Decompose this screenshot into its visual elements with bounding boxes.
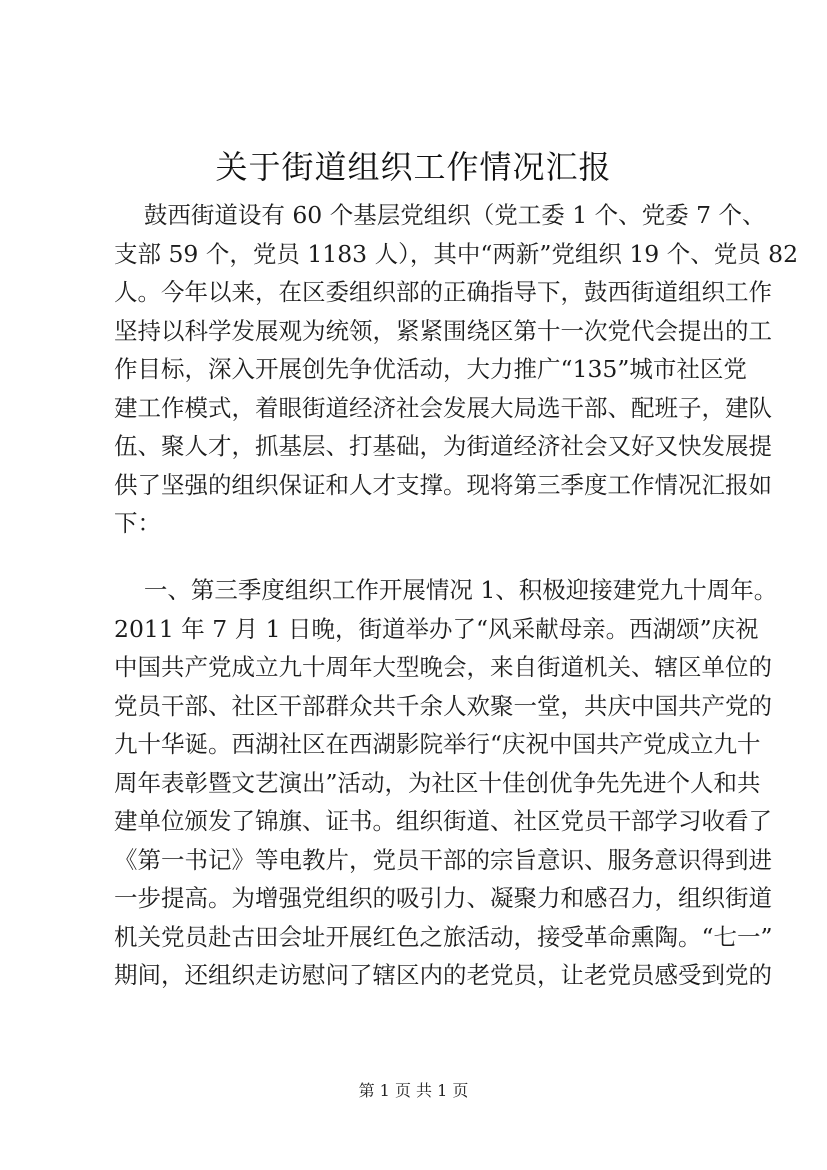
- text-line: 伍、聚人才，抓基层、打基础，为街道经济社会又好又快发展提: [114, 432, 772, 460]
- text-line: 机关党员赴古田会址开展红色之旅活动，接受革命熏陶。“七一”: [114, 922, 773, 951]
- text-line: 坚持以科学发展观为统领，紧紧围绕区第十一次党代会提出的工: [114, 316, 772, 345]
- text-line: 人。今年以来，在区委组织部的正确指导下，鼓西街道组织工作: [114, 278, 772, 306]
- paragraph-intro: [114, 196, 799, 543]
- text-line: 下：: [114, 509, 161, 537]
- text-line: 党员干部、社区干部群众共千余人欢聚一堂，共庆中国共产党的: [114, 691, 772, 720]
- text-line: 《第一书记》等电教片，党员干部的宗旨意识、服务意识得到进: [114, 845, 772, 874]
- text-line: 鼓西街道设有 60 个基层党组织（党工委 1 个、党委 7 个、: [114, 201, 766, 229]
- text-line: 一、第三季度组织工作开展情况 1、积极迎接建党九十周年。: [114, 576, 778, 604]
- text-line: 期间，还组织走访慰问了辖区内的老党员，让老党员感受到党的: [114, 961, 772, 989]
- document-title: 关于街道组织工作情况汇报: [215, 148, 612, 186]
- text-line: 2011 年 7 月 1 日晚，街道举办了“风采献母亲。西湖颂”庆祝: [114, 614, 759, 643]
- text-line: 中国共产党成立九十周年大型晚会，来自街道机关、辖区单位的: [114, 653, 772, 681]
- text-line: 供了坚强的组织保证和人才支撑。现将第三季度工作情况汇报如: [114, 470, 772, 499]
- text-line: 九十华诞。西湖社区在西湖影院举行“庆祝中国共产党成立九十: [114, 730, 761, 758]
- text-line: 一步提高。为增强党组织的吸引力、凝聚力和感召力，组织街道: [114, 884, 772, 912]
- text-line: 建单位颁发了锦旗、证书。组织街道、社区党员干部学习收看了: [114, 807, 772, 835]
- page-footer: 第 1 页 共 1 页: [358, 1081, 469, 1100]
- text-line: 作目标，深入开展创先争优活动，大力推广“135”城市社区党: [114, 355, 747, 383]
- text-line: 周年表彰暨文艺演出”活动，为社区十佳创优争先先进个人和共: [114, 768, 761, 797]
- text-line: 支部 59 个，党员 1183 人），其中“两新”党组织 19 个、党员 82: [114, 239, 799, 268]
- text-line: 建工作模式，着眼街道经济社会发展大局选干部、配班子，建队: [114, 393, 772, 422]
- paragraph-section-one: [114, 571, 778, 995]
